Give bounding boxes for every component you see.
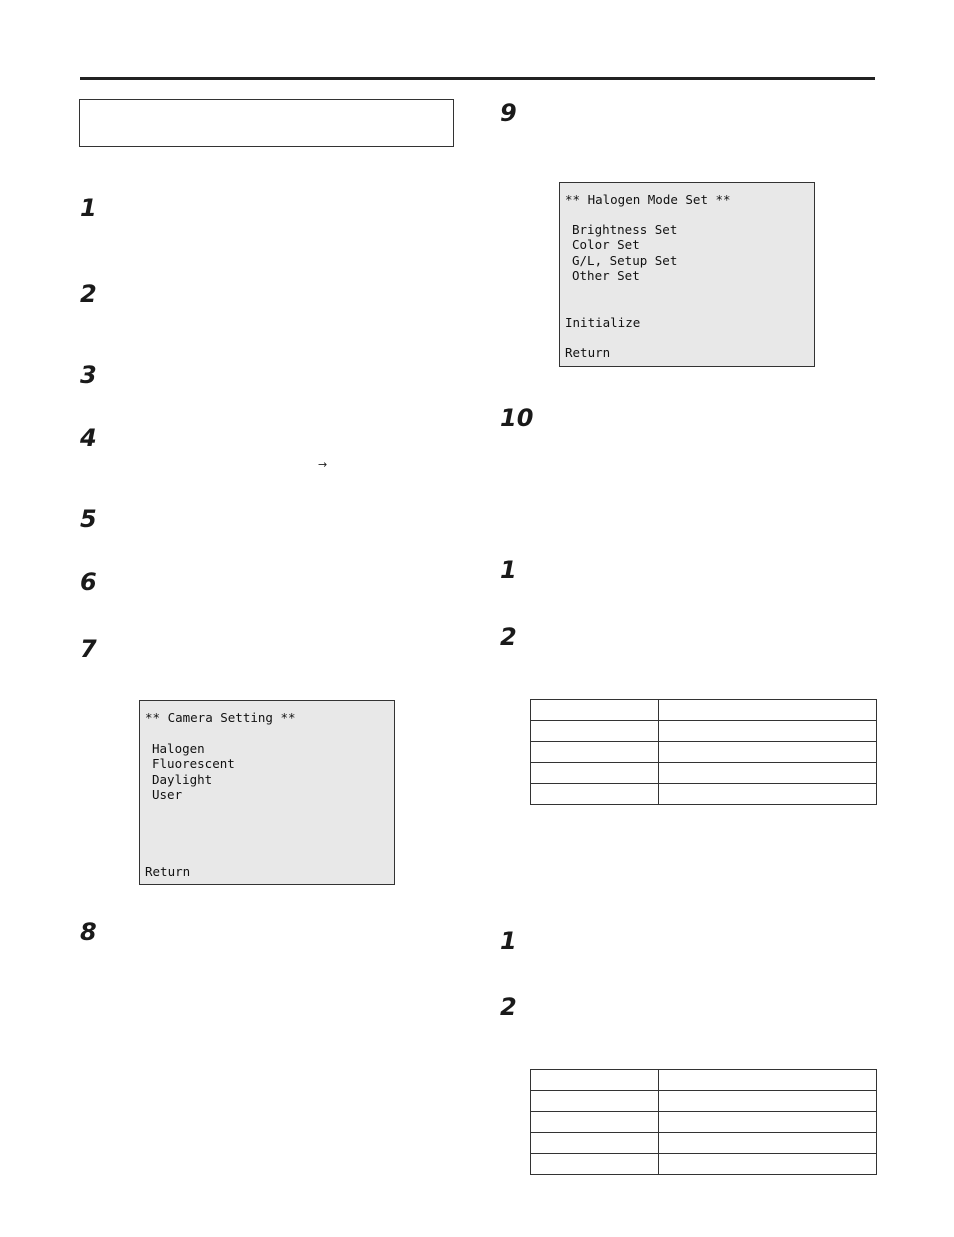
step-number: 1 bbox=[500, 927, 517, 955]
table-row bbox=[531, 1070, 877, 1091]
step-number: 6 bbox=[80, 568, 97, 596]
table-cell bbox=[659, 1070, 877, 1091]
table-row bbox=[531, 742, 877, 763]
step-number: 1 bbox=[500, 556, 517, 584]
menu-item-daylight[interactable]: Daylight bbox=[152, 772, 213, 787]
menu-item-fluorescent[interactable]: Fluorescent bbox=[152, 756, 235, 771]
settings-table-2 bbox=[530, 1069, 877, 1175]
step-number: 2 bbox=[500, 623, 517, 651]
menu-item-halogen[interactable]: Halogen bbox=[152, 741, 205, 756]
step-number: 9 bbox=[500, 99, 517, 127]
table-cell bbox=[531, 1133, 659, 1154]
screen-title: ** Camera Setting ** bbox=[145, 710, 296, 725]
table-cell bbox=[531, 742, 659, 763]
settings-table-1 bbox=[530, 699, 877, 805]
step-number: 4 bbox=[80, 424, 97, 452]
step-number: 8 bbox=[80, 918, 97, 946]
table-cell bbox=[531, 1154, 659, 1175]
halogen-mode-screen bbox=[559, 182, 815, 367]
table-cell bbox=[531, 763, 659, 784]
step-number: 2 bbox=[500, 993, 517, 1021]
menu-item-initialize[interactable]: Initialize bbox=[565, 315, 641, 330]
table-row bbox=[531, 1154, 877, 1175]
menu-item-other-set[interactable]: Other Set bbox=[572, 268, 640, 283]
table-cell bbox=[531, 700, 659, 721]
menu-item-brightness-set[interactable]: Brightness Set bbox=[572, 222, 678, 237]
table-cell bbox=[531, 1091, 659, 1112]
step-number: 10 bbox=[500, 404, 534, 432]
table-cell bbox=[531, 1112, 659, 1133]
table-cell bbox=[659, 721, 877, 742]
table-cell bbox=[659, 700, 877, 721]
camera-setting-screen bbox=[139, 700, 395, 885]
step-number: 2 bbox=[80, 280, 97, 308]
menu-item-return[interactable]: Return bbox=[145, 864, 191, 879]
table-cell bbox=[659, 1112, 877, 1133]
screen-title: ** Halogen Mode Set ** bbox=[565, 192, 731, 207]
step-number: 5 bbox=[80, 505, 97, 533]
table-cell bbox=[659, 1133, 877, 1154]
table-row bbox=[531, 763, 877, 784]
table-cell bbox=[659, 763, 877, 784]
step-number: 1 bbox=[80, 194, 97, 222]
table-cell bbox=[659, 1091, 877, 1112]
header-rule bbox=[80, 77, 875, 80]
table-cell bbox=[659, 742, 877, 763]
arrow-icon: → bbox=[318, 458, 328, 471]
step-number: 3 bbox=[80, 361, 97, 389]
table-row bbox=[531, 1112, 877, 1133]
table-cell bbox=[531, 1070, 659, 1091]
table-cell bbox=[531, 784, 659, 805]
step-number: 7 bbox=[80, 635, 97, 663]
menu-item-user[interactable]: User bbox=[152, 787, 183, 802]
menu-item-color-set[interactable]: Color Set bbox=[572, 237, 640, 252]
table-cell bbox=[531, 721, 659, 742]
table-row bbox=[531, 1133, 877, 1154]
table-row bbox=[531, 721, 877, 742]
menu-item-return[interactable]: Return bbox=[565, 345, 611, 360]
table-row bbox=[531, 784, 877, 805]
table-cell bbox=[659, 784, 877, 805]
table-row bbox=[531, 1091, 877, 1112]
table-cell bbox=[659, 1154, 877, 1175]
menu-item-gl-setup-set[interactable]: G/L, Setup Set bbox=[572, 253, 678, 268]
table-row bbox=[531, 700, 877, 721]
section-title-box bbox=[79, 99, 454, 147]
